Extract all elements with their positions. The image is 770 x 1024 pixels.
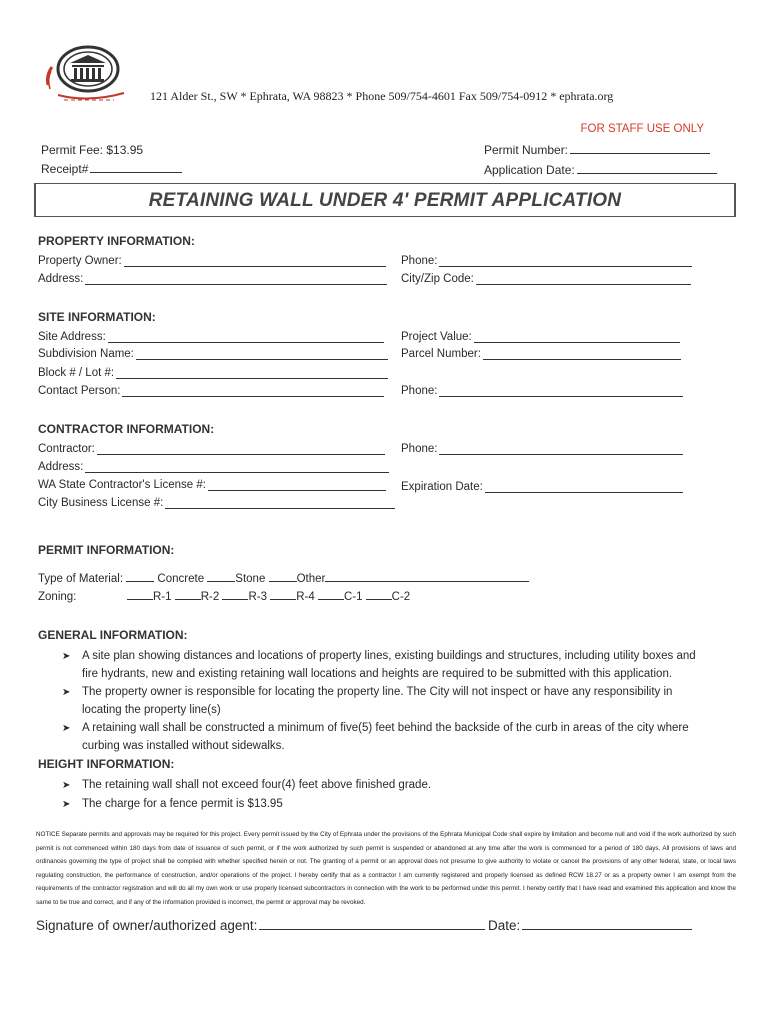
height-heading: HEIGHT INFORMATION: bbox=[38, 757, 175, 771]
contact-person-field[interactable] bbox=[38, 385, 384, 397]
subdivision-line[interactable] bbox=[136, 349, 388, 360]
contractor-phone-label: Phone: bbox=[401, 443, 438, 455]
arrow-bullet-icon: ➤ bbox=[62, 651, 71, 662]
list-item: ➤ The property owner is responsible for locating the property line. The City will not inspect or have any responsibility in locating the property line(s) bbox=[62, 683, 712, 719]
zone-r1-checkbox[interactable] bbox=[127, 590, 153, 600]
contact-person-label: Contact Person: bbox=[38, 385, 121, 397]
arrow-bullet-icon: ➤ bbox=[62, 687, 71, 698]
height-list bbox=[62, 776, 712, 814]
project-value-label: Project Value: bbox=[401, 331, 472, 343]
application-date-line[interactable] bbox=[577, 163, 717, 174]
list-item: ➤ The retaining wall shall not exceed four(4) feet above finished grade. bbox=[62, 776, 712, 795]
property-owner-line[interactable] bbox=[124, 256, 386, 267]
list-item: ➤ The charge for a fence permit is $13.95 bbox=[62, 795, 712, 814]
block-lot-line[interactable] bbox=[116, 368, 388, 379]
list-item: ➤ A site plan showing distances and locations of property lines, existing buildings and structures, including utility boxes and fire hydrants, new and existing retaining wall locations and heights are required to be submitted with this application. bbox=[62, 647, 712, 683]
signature-label: Signature of owner/authorized agent: bbox=[36, 918, 258, 933]
subdivision-label: Subdivision Name: bbox=[38, 348, 134, 360]
site-address-field[interactable] bbox=[38, 331, 384, 343]
zone-r4: R-4 bbox=[296, 591, 315, 603]
contractor-address-label: Address: bbox=[38, 461, 84, 473]
expiration-date-line[interactable] bbox=[485, 482, 683, 493]
signature-date-label: Date: bbox=[488, 918, 521, 933]
stone-checkbox[interactable] bbox=[207, 572, 235, 582]
parcel-number-field[interactable] bbox=[401, 348, 681, 360]
general-list bbox=[62, 647, 712, 755]
site-address-line[interactable] bbox=[108, 332, 384, 343]
zone-r2: R-2 bbox=[200, 591, 220, 603]
arrow-bullet-icon: ➤ bbox=[62, 723, 71, 734]
property-address-line[interactable] bbox=[85, 274, 387, 285]
property-address-label: Address: bbox=[38, 273, 84, 285]
city-zip-label: City/Zip Code: bbox=[401, 273, 474, 285]
contractor-address-field[interactable] bbox=[38, 461, 389, 473]
zone-r1: R-1 bbox=[153, 591, 172, 603]
permit-number-field[interactable] bbox=[484, 143, 710, 157]
zone-r4-checkbox[interactable] bbox=[270, 590, 296, 600]
signature-date-line[interactable] bbox=[522, 918, 692, 930]
zone-c1-checkbox[interactable] bbox=[318, 590, 344, 600]
project-value-line[interactable] bbox=[474, 332, 680, 343]
business-license-line[interactable] bbox=[165, 498, 395, 509]
site-phone-line[interactable] bbox=[439, 386, 683, 397]
zoning-row bbox=[38, 590, 410, 603]
contractor-field[interactable] bbox=[38, 443, 385, 455]
parcel-number-line[interactable] bbox=[483, 349, 681, 360]
other-material-line[interactable] bbox=[325, 572, 529, 582]
expiration-date-label: Expiration Date: bbox=[401, 481, 483, 493]
property-heading: PROPERTY INFORMATION: bbox=[38, 234, 195, 248]
zone-r2-checkbox[interactable] bbox=[175, 590, 201, 600]
application-date-label: Application Date: bbox=[484, 163, 575, 177]
zone-r3-checkbox[interactable] bbox=[222, 590, 248, 600]
contractor-license-line[interactable] bbox=[208, 480, 386, 491]
city-seal-logo bbox=[44, 45, 130, 107]
property-phone-line[interactable] bbox=[439, 256, 692, 267]
contractor-line[interactable] bbox=[97, 444, 385, 455]
concrete-checkbox[interactable] bbox=[126, 572, 154, 582]
legal-notice: NOTICE Separate permits and approvals may be required for this project. Every permit issued by the City of Ephrata under the provisions of the Ephrata Municipal Code shall expire by limitation and become null and void if the work authorized by such permit is not commenced within 180 days from date of issuance of such permit, or if the work authorized by such permit is suspended or abandoned at any time after the work is commenced for a period of 180 days. All provisions of laws and ordinances governing the type of project shall be complied with whether specified herein or not. The granting of a permit or an approval does not presume to give authority to violate or cancel the provisions of any other federal, state, or local laws regulating construction, the performance of construction, and/or operations of the project. I hereby certify that as a contractor I am currently registered and properly licensed as defined RCW 18.27 or as a property owner I am exempt from the requirements of the contractor registration and will do all my own work or use properly licensed subcontractors in connection with the work to be performed under this permit. I hereby certify that I have read and examined this application and know the same to be true and correct, and if any of the information provided is incorrect, the permit or approval may be revoked. bbox=[36, 831, 736, 906]
list-item: ➤ A retaining wall shall be constructed a minimum of five(5) feet behind the backside of the curb in areas of the city where curbing was installed without sidewalks. bbox=[62, 719, 712, 755]
business-license-field[interactable] bbox=[38, 497, 395, 509]
property-owner-field[interactable] bbox=[38, 255, 386, 267]
signature-field[interactable] bbox=[36, 918, 485, 933]
contractor-address-line[interactable] bbox=[85, 462, 389, 473]
arrow-bullet-icon: ➤ bbox=[62, 799, 71, 810]
contractor-license-field[interactable] bbox=[38, 479, 386, 491]
property-owner-label: Property Owner: bbox=[38, 255, 122, 267]
property-phone-label: Phone: bbox=[401, 255, 438, 267]
property-address-field[interactable] bbox=[38, 273, 387, 285]
material-concrete: Concrete bbox=[157, 573, 205, 585]
property-phone-field[interactable] bbox=[401, 255, 692, 267]
permit-heading: PERMIT INFORMATION: bbox=[38, 543, 175, 557]
signature-date-field[interactable] bbox=[488, 918, 692, 933]
arrow-bullet-icon: ➤ bbox=[62, 780, 71, 791]
expiration-date-field[interactable] bbox=[401, 481, 683, 493]
permit-number-line[interactable] bbox=[570, 143, 710, 154]
project-value-field[interactable] bbox=[401, 331, 680, 343]
receipt-field[interactable] bbox=[41, 162, 182, 176]
zone-c2: C-2 bbox=[391, 591, 411, 603]
city-address-line: 121 Alder St., SW * Ephrata, WA 98823 * Phone 509/754-4601 Fax 509/754-0912 * ephrata.org bbox=[150, 89, 614, 103]
zone-c2-checkbox[interactable] bbox=[366, 590, 392, 600]
contractor-phone-line[interactable] bbox=[439, 444, 683, 455]
city-zip-field[interactable] bbox=[401, 273, 691, 285]
site-phone-field[interactable] bbox=[401, 385, 683, 397]
general-heading: GENERAL INFORMATION: bbox=[38, 628, 188, 642]
receipt-line[interactable] bbox=[90, 162, 182, 173]
contractor-heading: CONTRACTOR INFORMATION: bbox=[38, 422, 215, 436]
signature-line[interactable] bbox=[259, 918, 485, 930]
subdivision-field[interactable] bbox=[38, 348, 388, 360]
contractor-label: Contractor: bbox=[38, 443, 95, 455]
business-license-label: City Business License #: bbox=[38, 497, 164, 509]
block-lot-label: Block # / Lot #: bbox=[38, 367, 115, 379]
receipt-label: Receipt# bbox=[41, 162, 89, 176]
site-heading: SITE INFORMATION: bbox=[38, 310, 156, 324]
other-checkbox[interactable] bbox=[269, 572, 297, 582]
zone-c1: C-1 bbox=[343, 591, 363, 603]
application-date-field[interactable] bbox=[484, 163, 717, 177]
block-lot-field[interactable] bbox=[38, 367, 388, 379]
zoning-label: Zoning: bbox=[38, 591, 77, 603]
site-address-label: Site Address: bbox=[38, 331, 106, 343]
material-other: Other bbox=[296, 573, 326, 585]
permit-number-label: Permit Number: bbox=[484, 143, 569, 157]
permit-fee: Permit Fee: $13.95 bbox=[41, 143, 144, 157]
contact-person-line[interactable] bbox=[122, 386, 384, 397]
city-zip-line[interactable] bbox=[476, 274, 691, 285]
form-title: RETAINING WALL UNDER 4' PERMIT APPLICATION bbox=[148, 190, 622, 211]
parcel-number-label: Parcel Number: bbox=[401, 348, 481, 360]
contractor-phone-field[interactable] bbox=[401, 443, 683, 455]
material-label: Type of Material: bbox=[38, 573, 124, 585]
staff-use-label: FOR STAFF USE ONLY bbox=[580, 123, 704, 135]
material-stone: Stone bbox=[235, 573, 266, 585]
site-phone-label: Phone: bbox=[401, 385, 438, 397]
zone-r3: R-3 bbox=[248, 591, 267, 603]
material-row bbox=[38, 572, 529, 585]
contractor-license-label: WA State Contractor's License #: bbox=[38, 479, 206, 491]
title-box bbox=[34, 183, 736, 217]
